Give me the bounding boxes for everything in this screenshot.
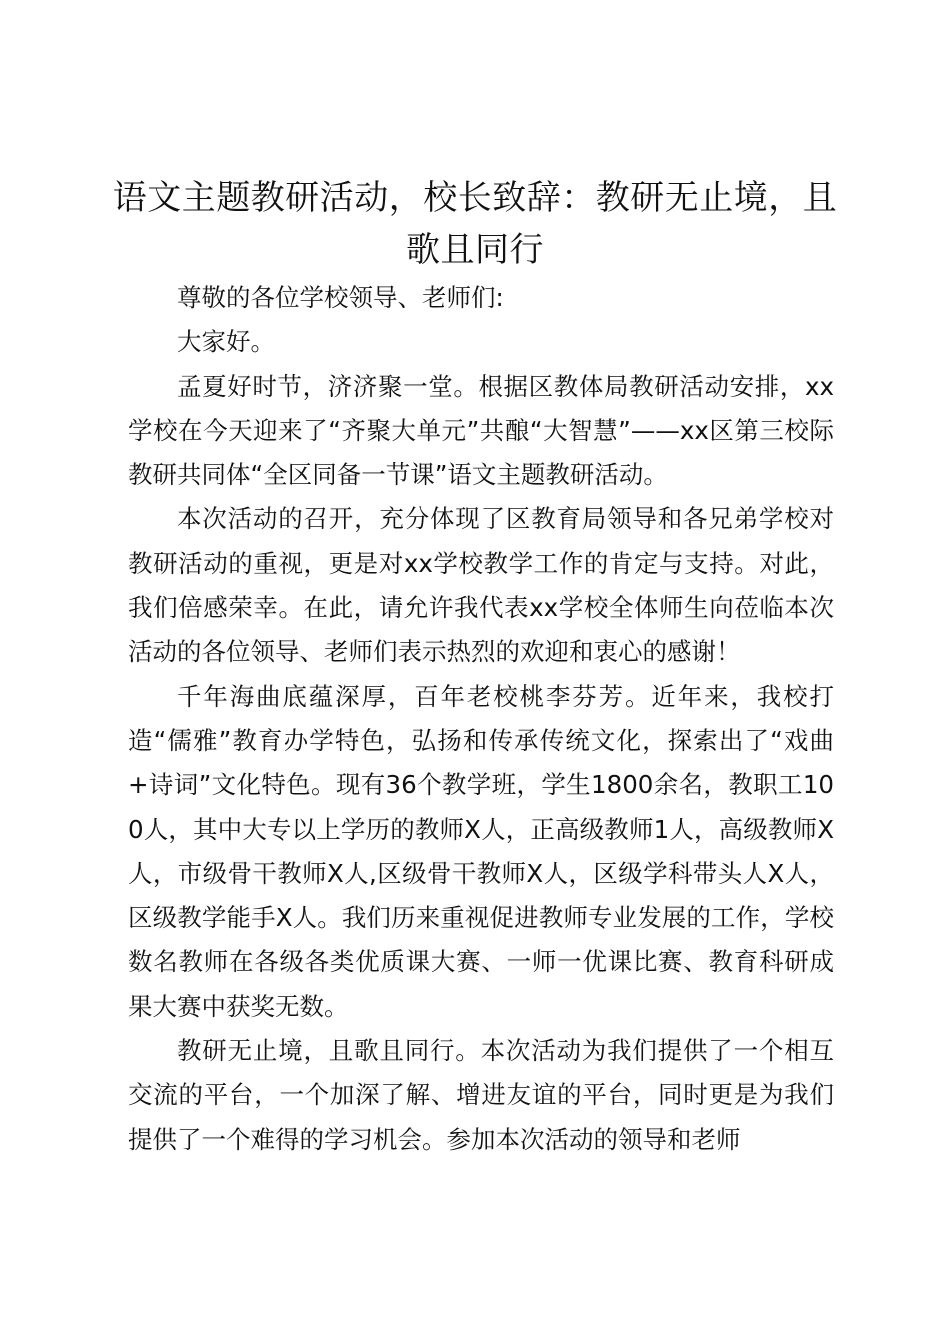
paragraph-introduction: 孟夏好时节，济济聚一堂。根据区教体局教研活动安排，xx学校在今天迎来了“齐聚大单元”共酿“大智慧”——xx区第三校际教研共同体“全区同备一节课”语文主题教研活动。 xyxy=(128,371,834,490)
paragraph-salutation: 尊敬的各位学校领导、老师们: xyxy=(177,283,504,312)
paragraph-school-profile: 千年海曲底蕴深厚，百年老校桃李芬芳。近年来，我校打造“儒雅”教育办学特色，弘扬和传承传统文化，探索出了“戏曲+诗词”文化特色。现有36个教学班，学生1800余名，教职工100人，其中大专以上学历的教师X人，正高级教师1人，高级教师X人，市级骨干教师X人,区级骨干教师X人，区级学科带头人X人，区级教学能手X人。我们历来重视促进教师专业发展的工作，学校数名教师在各级各类优质课大赛、一师一优课比赛、教育科研成果大赛中获奖无数。 xyxy=(128,681,834,1021)
paragraph-greeting: 大家好。 xyxy=(177,327,275,357)
paragraph-activity-significance: 教研无止境，且歌且同行。本次活动为我们提供了一个相互交流的平台，一个加深了解、增进友谊的平台，同时更是为我们提供了一个难得的学习机会。参加本次活动的领导和老师 xyxy=(128,1036,834,1154)
document-title: 语文主题教研活动，校长致辞：教研无止境，且歌且同行 xyxy=(112,178,838,270)
paragraph-welcome: 本次活动的召开，充分体现了区教育局领导和各兄弟学校对教研活动的重视，更是对xx学校教学工作的肯定与支持。对此，我们倍感荣幸。在此，请允许我代表xx学校全体师生向莅临本次活动的各位领导、老师们表示热烈的欢迎和衷心的感谢！ xyxy=(128,504,834,667)
document-body xyxy=(128,276,834,1162)
